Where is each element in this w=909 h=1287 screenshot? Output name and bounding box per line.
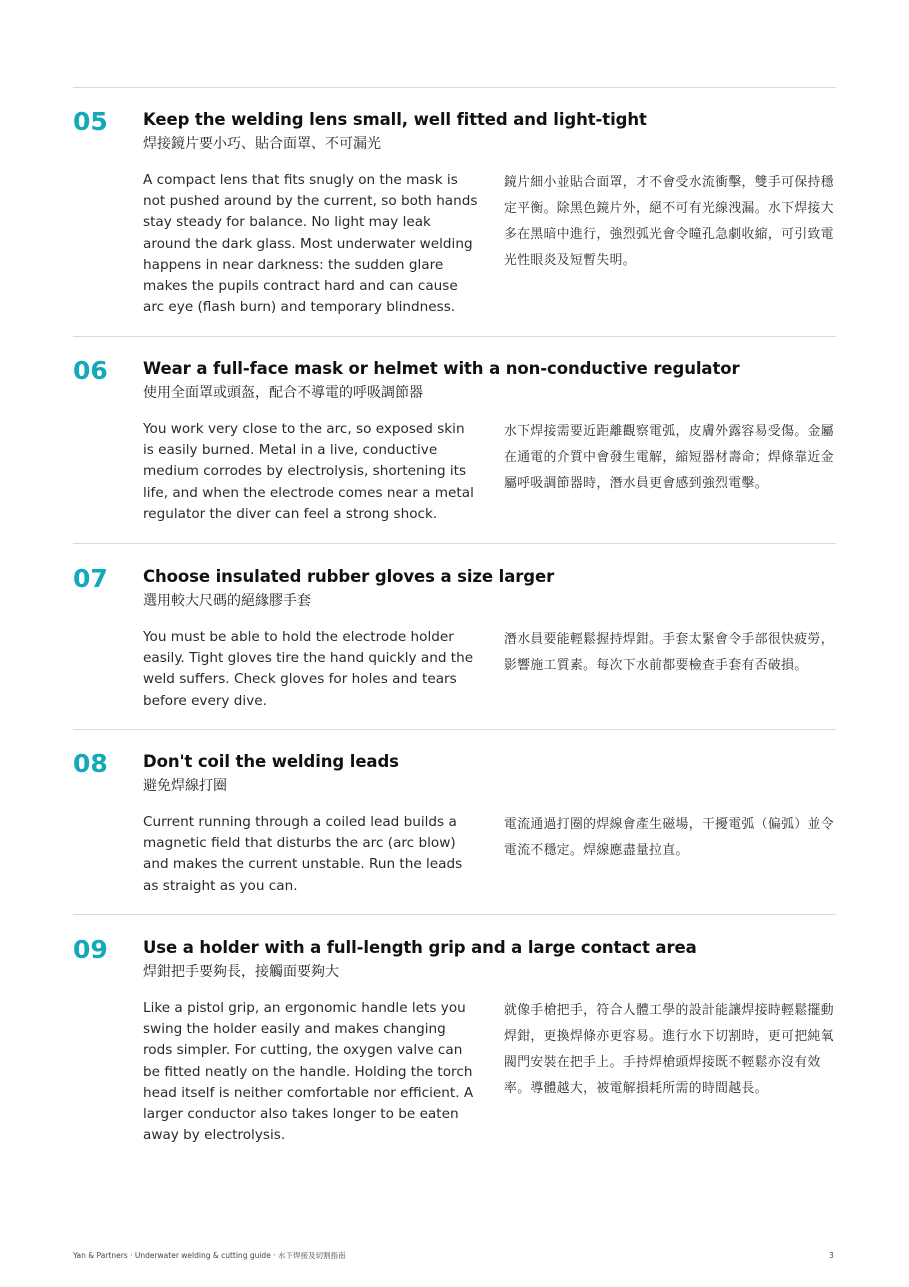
section-content bbox=[143, 108, 836, 316]
body-text-en: Like a pistol grip, an ergonomic handle lets you swing the holder easily and makes changing rods simpler. For cutting, the oxygen valve can be fitted neatly on the handle. Holding the torch head itself is neither comfortable nor efficient. A larger conductor also takes longer to be eaten away by electrolysis. bbox=[143, 1000, 474, 1144]
body-text-en: A compact lens that fits snugly on the mask is not pushed around by the current, so both hands stay steady for balance. No light may leak around the dark glass. Most underwater welding happens in near darkness: the sudden glare makes the pupils contract hard and can cause arc eye (flash burn) and temporary blindness. bbox=[143, 172, 478, 316]
body-text-en: You work very close to the arc, so exposed skin is easily burned. Metal in a live, conductive medium corrodes by electrolysis, shortening its life, and when the electrode comes near a metal regulator the diver can feel a strong shock. bbox=[143, 421, 474, 522]
body-text-zh: 潛水員要能輕鬆握持焊鉗。手套太緊會令手部很快疲勞，影響施工質素。每次下水前都要檢查手套有否破損。 bbox=[504, 632, 834, 673]
body-text-zh: 就像手槍把手，符合人體工學的設計能讓焊接時輕鬆擺動焊鉗，更換焊條亦更容易。進行水下切割時，更可把純氧閥門安裝在把手上。手持焊槍頭焊接既不輕鬆亦沒有效率。導體越大，被電解損耗所需的時間越長。 bbox=[504, 1003, 834, 1096]
section-number: 09 bbox=[73, 935, 108, 964]
body-text-zh: 水下焊接需要近距離觀察電弧，皮膚外露容易受傷。金屬在通電的介質中會發生電解，縮短器材壽命；焊條靠近金屬呼吸調節器時，潛水員更會感到強烈電擊。 bbox=[504, 424, 834, 491]
section-content bbox=[143, 750, 836, 894]
section-content bbox=[143, 357, 836, 522]
body-text-en: You must be able to hold the electrode holder easily. Tight gloves tire the hand quickly and the weld suffers. Check gloves for holes and tears before every dive. bbox=[143, 629, 474, 709]
section-number: 08 bbox=[73, 749, 108, 778]
section-title: Keep the welding lens small, well fitted and light-tight bbox=[143, 110, 647, 129]
section-subtitle-zh: 焊接鏡片要小巧、貼合面罩、不可漏光 bbox=[143, 136, 381, 152]
section-title: Don't coil the welding leads bbox=[143, 752, 399, 771]
section-subtitle-zh: 焊鉗把手要夠長，接觸面要夠大 bbox=[143, 964, 339, 980]
section-subtitle-zh: 避免焊線打圈 bbox=[143, 778, 227, 794]
section-number: 06 bbox=[73, 356, 108, 385]
body-text-zh: 電流通過打圈的焊線會產生磁場，干擾電弧（偏弧）並令電流不穩定。焊線應盡量拉直。 bbox=[504, 817, 834, 858]
section-title: Use a holder with a full-length grip and a large contact area bbox=[143, 938, 697, 957]
section-content bbox=[143, 565, 836, 709]
section-subtitle-zh: 使用全面罩或頭盔，配合不導電的呼吸調節器 bbox=[143, 385, 423, 401]
section-number: 05 bbox=[73, 107, 108, 136]
section-divider bbox=[73, 914, 836, 915]
section-content bbox=[143, 936, 836, 1144]
section-divider bbox=[73, 336, 836, 337]
body-text-en: Current running through a coiled lead builds a magnetic field that disturbs the arc (arc blow) and makes the current unstable. Run the leads as straight as you can. bbox=[143, 814, 463, 894]
section-divider bbox=[73, 543, 836, 544]
section-divider bbox=[73, 87, 836, 88]
section-title: Wear a full-face mask or helmet with a non-conductive regulator bbox=[143, 359, 740, 378]
section-number: 07 bbox=[73, 564, 108, 593]
section-divider bbox=[73, 729, 836, 730]
page-number: 3 bbox=[829, 1251, 834, 1260]
section-subtitle-zh: 選用較大尺碼的絕緣膠手套 bbox=[143, 593, 311, 609]
section-title: Choose insulated rubber gloves a size larger bbox=[143, 567, 555, 586]
body-text-zh: 鏡片細小並貼合面罩，才不會受水流衝擊，雙手可保持穩定平衡。除黑色鏡片外，絕不可有光線洩漏。水下焊接大多在黑暗中進行，強烈弧光會令瞳孔急劇收縮，可引致電光性眼炎及短暫失明。 bbox=[504, 175, 834, 268]
footer-credit: Yan & Partners · Underwater welding & cutting guide · 水下焊接及切割指南 bbox=[73, 1251, 346, 1260]
